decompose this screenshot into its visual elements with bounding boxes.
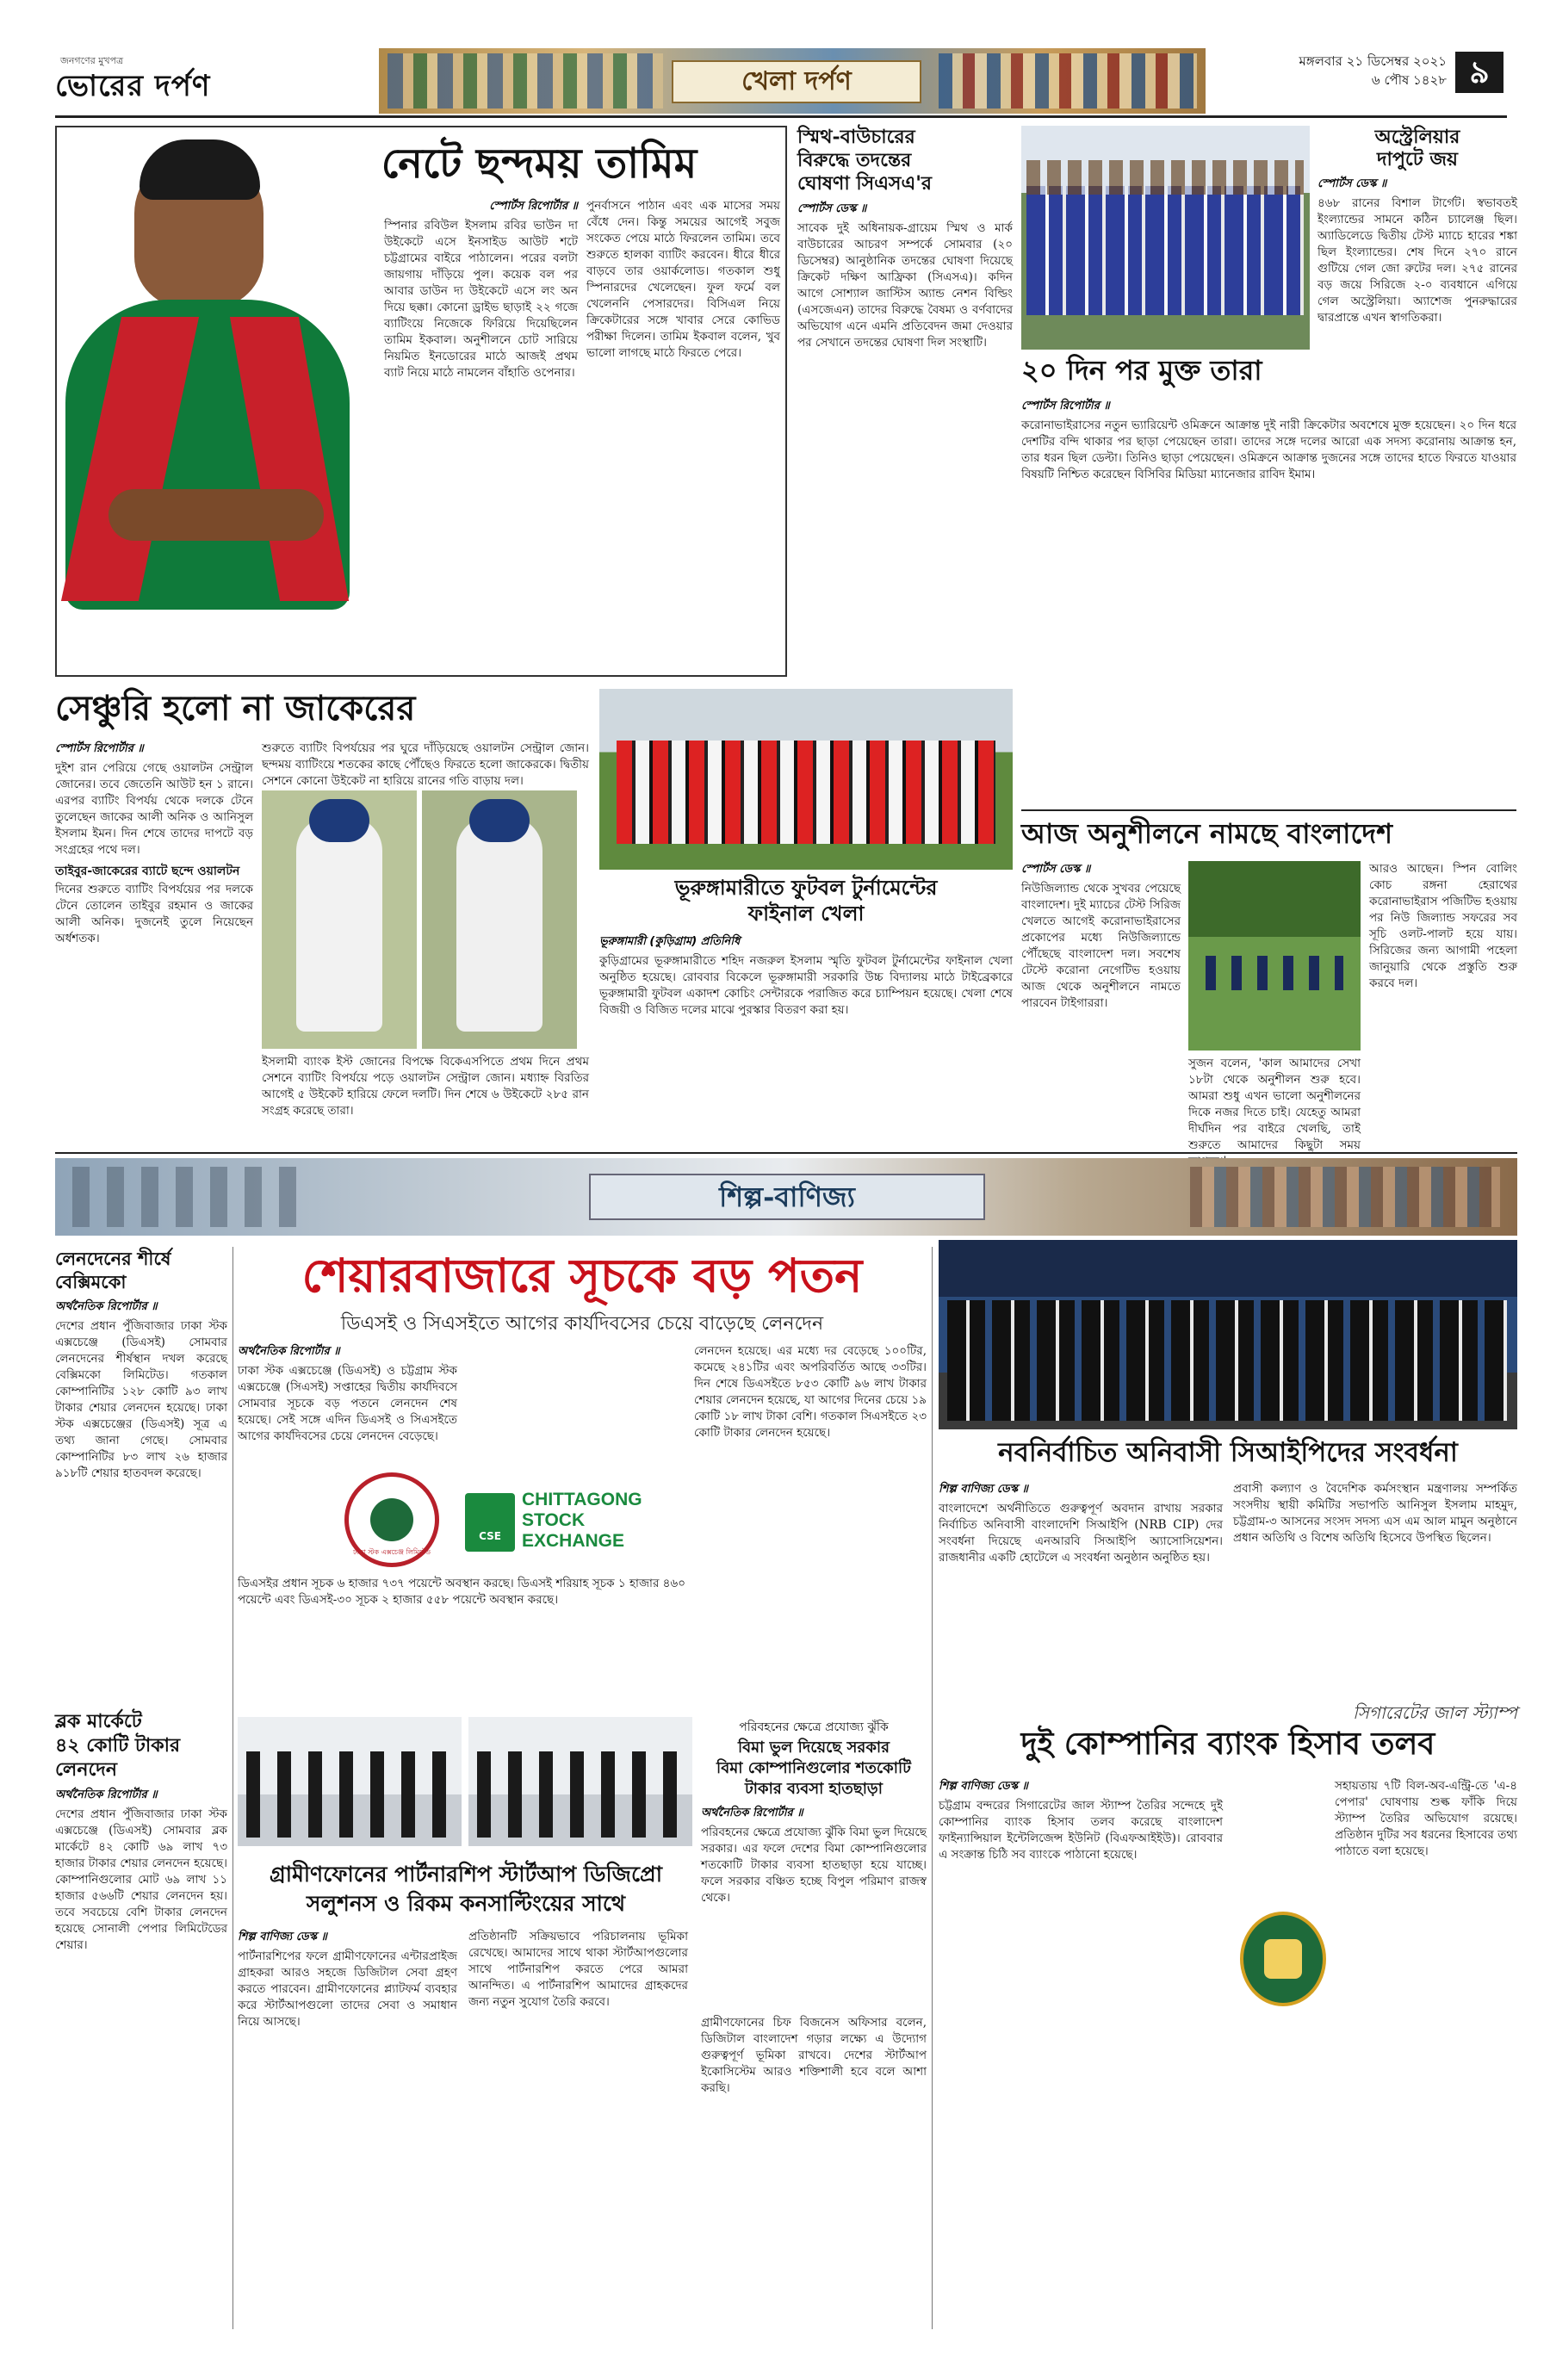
block-headline bbox=[55, 1709, 227, 1782]
zakir-col-1 bbox=[55, 741, 253, 1145]
grameen-headline-line2: সলুশনস ও রিকম কনসাল্টিংয়ের সাথে bbox=[306, 1891, 626, 1916]
share-byline: অর্থনৈতিক রিপোর্টার ॥ bbox=[238, 1345, 340, 1358]
practice-byline: স্পোর্টস ডেস্ক ॥ bbox=[1021, 863, 1091, 876]
bank-col-2 bbox=[1335, 1778, 1517, 2329]
vrule-business-right bbox=[932, 1247, 933, 2329]
tamim-col-1 bbox=[384, 198, 578, 663]
grameen-text-2: প্রতিষ্ঠানটি সক্রিয়ভাবে পরিচালনায় ভূমিকা রেখেছে। আমাদের সাথে থাকা স্টার্টআপগুলোর সাথে পার্টনারশিপ করতে পেরে আমরা আনন্দিত। এ পার্টনারশিপ আমাদের গ্রাহকদের জন্য নতুন সুযোগ তৈরি করবে। bbox=[468, 1930, 688, 2009]
bank-col-1 bbox=[939, 1778, 1223, 2329]
smith-byline: স্পোর্টস ডেস্ক ॥ bbox=[797, 202, 867, 215]
football-headline bbox=[599, 875, 1013, 927]
section-banner bbox=[379, 48, 1206, 114]
section-title-box bbox=[672, 60, 921, 103]
tamim-headline: নেটে ছন্দময় তামিম bbox=[381, 139, 698, 188]
zakir-photo-1 bbox=[262, 790, 417, 1049]
cse-abbr: CSE bbox=[479, 1530, 501, 1542]
page-number: ৯ bbox=[1469, 54, 1490, 90]
practice-text-2: সুজন বলেন, 'কাল আমাদের সেখা ১৮টা থেকে অনুশীলন শুরু হবে। আমরা শুধু এখন ভালো অনুশীলনের দিকে নজর দিতে চাই। যেহেতু আমরা দীর্ঘদিন পর বাইরে খেলছি, তাই শুরুতে আমাদের কিছুটা সময় bbox=[1188, 1057, 1361, 1152]
football-photo bbox=[599, 689, 1013, 870]
zakir-headline: সেঞ্চুরি হলো না জাকেরের bbox=[55, 688, 416, 728]
australia-byline: স্পোর্টস ডেস্ক ॥ bbox=[1318, 177, 1387, 190]
cse-name-line1: CHITTAGONG bbox=[522, 1490, 642, 1509]
customs-emblem bbox=[1240, 1912, 1326, 2006]
smith-headline bbox=[797, 126, 1013, 195]
vrule-business-left bbox=[232, 1247, 233, 2329]
share-text-2: লেনদেন হয়েছে। এর মধ্যে দর বেড়েছে ১০০টির, কমেছে ২৪১টির এবং অপরিবর্তিত আছে ৩৩টির। দিন শেষে ডিএসইতে ৮৫৩ কোটি ৯৬ লাখ টাকার শেয়ার লেনদেন হয়েছে, যা আগের দিনের চেয়ে ১৯ কোটি ১৮ লাখ টাকা বেশি। গতকাল সিএসইতে ২৩ কোটি টাকার লেনদেন হয়েছে। bbox=[694, 1344, 927, 1440]
tamim-photo bbox=[57, 127, 367, 644]
masthead-rule bbox=[55, 115, 1507, 118]
practice-col-3 bbox=[1369, 861, 1517, 1145]
date-bangla: ৬ পৌষ ১৪২৮ bbox=[1371, 72, 1447, 88]
grameen-byline: শিল্প বাণিজ্য ডেস্ক ॥ bbox=[238, 1931, 327, 1943]
australia-story bbox=[1318, 126, 1517, 393]
tamim-text-2: পুনর্বাসনে পাঠান এবং এক মাসের সময় বেঁধে দেন। কিন্তু সময়ের আগেই সবুজ সংকেত পেয়ে মাঠে ফিরলেন তামিম। তবে শুরুতে হালকা ব্যাটিং করবেন। ধীরে ধীরে বাড়বে তার ওয়ার্কলোড। গতকাল শুধু স্পিনারদের খেলেছেন। ফুল ফর্মে বল খেলেননি পেসারদের। বিসিএল নিয়ে ক্রিকেটারের সঙ্গে খাবার সেরে কোভিড পরীক্ষা দিলেন। তামিম ইকবাল বলেন, খুব ভালো লাগছে মাঠে ফিরতে পেরে। bbox=[586, 199, 780, 360]
australia-headline-line1: অস্ট্রেলিয়ার bbox=[1374, 126, 1460, 148]
banner-players-right bbox=[939, 53, 1197, 108]
nrb-col-1 bbox=[939, 1481, 1223, 1670]
insurance-story bbox=[701, 1717, 927, 2001]
cse-name-line2: STOCK bbox=[522, 1510, 586, 1530]
women-headline: ২০ দিন পর মুক্ত তারা bbox=[1021, 354, 1262, 387]
beximco-headline-line1: লেনদেনের শীর্ষে bbox=[55, 1248, 171, 1269]
bank-text-1: চট্টগ্রাম বন্দরের সিগারেটের জাল স্ট্যাম্প তৈরির সন্দেহে দুই কোম্পানির ব্যাংক হিসাব তলব করেছে বাংলাদেশ ফাইন্যান্সিয়াল ইন্টেলিজেন্স ইউনিট (বিএফআইইউ)। রোববার এ সংক্রান্ত চিঠি সব ব্যাংকে পাঠানো হয়েছে। bbox=[939, 1799, 1223, 1862]
practice-rule bbox=[1021, 809, 1516, 811]
australia-headline-line2: দাপুটে জয় bbox=[1377, 148, 1458, 170]
insurance-headline-line1: বিমা ভুল দিয়েছে সরকার bbox=[737, 1739, 890, 1757]
share-col-3 bbox=[238, 1576, 685, 1705]
football-body: কুড়িগ্রামের ভূরুঙ্গামারীতে শহিদ নজরুল ইসলাম স্মৃতি ফুটবল টুর্নামেন্টের ফাইনাল খেলা অনুষ্ঠিত হয়েছে। রোববার বিকেলে ভূরুঙ্গামারী সরকারি উচ্চ বিদ্যালয় মাঠে টাইব্রেকারে ভূরুঙ্গামারী ফুটবল একাদশ কোচিং সেন্টারকে পরাজিত করে চ্যাম্পিয়ন হয়েছে। খেলা শেষে বিজয়ী ও বিজিত দলের মাঝে পুরস্কার বিতরণ করা হয়। bbox=[599, 954, 1013, 1017]
smith-headline-line3: ঘোষণা সিএসএ'র bbox=[797, 172, 933, 195]
block-headline-line2: ৪২ কোটি টাকার bbox=[55, 1734, 181, 1757]
zakir-byline: স্পোর্টস রিপোর্টার ॥ bbox=[55, 742, 144, 755]
grameen-text-1: পার্টনারশিপের ফলে গ্রামীণফোনের এন্টারপ্রাইজ গ্রাহকরা আরও সহজে ডিজিটাল সেবা গ্রহণ করতে পারবেন। গ্রামীণফোনের প্ল্যাটফর্ম ব্যবহার করে স্টার্টআপগুলো তাদের সেবা ও সমাধান নিয়ে আসছে। bbox=[238, 1949, 457, 2029]
paper-name: ভোরের দর্পণ bbox=[55, 69, 211, 103]
nrb-text-2: প্রবাসী কল্যাণ ও বৈদেশিক কর্মসংস্থান মন্ত্রণালয় সম্পর্কিত সংসদীয় স্থায়ী কমিটির সভাপতি আনিসুল ইসলাম মাহমুদ, চট্টগ্রাম-৩ আসনের সংসদ সদস্য এস এম আল মামুন অনুষ্ঠানে প্রধান অতিথি ও বিশেষ অতিথি হিসেবে উপস্থিত ছিলেন। bbox=[1233, 1482, 1517, 1545]
zakir-subhead: তাইবুর-জাকেরের ব্যাটে ছন্দে ওয়ালটন bbox=[55, 865, 240, 878]
grameen-col-2 bbox=[468, 1929, 688, 2329]
bank-byline: শিল্প বাণিজ্য ডেস্ক ॥ bbox=[939, 1780, 1028, 1793]
grameen-text-3: গ্রামীণফোনের চিফ বিজনেস অফিসার বলেন, ডিজিটাল বাংলাদেশ গড়ার লক্ষ্যে এ উদ্যোগ গুরুত্বপূর্ণ ভূমিকা রাখবে। দেশের স্টার্টআপ ইকোসিস্টেম আরও শক্তিশালী হবে বলে আশা করছি। bbox=[701, 2016, 927, 2095]
insurance-body: পরিবহনের ক্ষেত্রে প্রযোজ্য ঝুঁকি বিমা ভুল দিয়েছে সরকার। এর ফলে দেশের বিমা কোম্পানিগুলোর শতকোটি টাকার ব্যবসা হাতছাড়া হয়ে যাচ্ছে। ফলে সরকার বঞ্চিত হচ্ছে বিপুল পরিমাণ রাজস্ব থেকে। bbox=[701, 1825, 927, 1905]
beximco-body: দেশের প্রধান পুঁজিবাজার ঢাকা স্টক এক্সচেঞ্জে (ডিএসই) সোমবার লেনদেনের শীর্ষস্থান দখল করেছে বেক্সিমকো লিমিটেড। গতকাল কোম্পানিটির ১২৮ কোটি ৯৩ লাখ টাকার শেয়ার লেনদেন হয়েছে। ঢাকা স্টক এক্সচেঞ্জের (ডিএসই) সূত্র এ তথ্য জানা গেছে। সোমবার কোম্পানিটির ৮৩ লাখ ২৬ হাজার ৯১৮টি শেয়ার হাতবদল করেছে। bbox=[55, 1319, 227, 1480]
australia-headline bbox=[1318, 126, 1517, 170]
football-headline-line1: ভূরুঙ্গামারীতে ফুটবল টুর্নামেন্টের bbox=[674, 875, 938, 900]
sports-bottom-rule bbox=[55, 1152, 1517, 1154]
grameen-photo-2 bbox=[468, 1717, 692, 1846]
share-text-1: ঢাকা স্টক এক্সচেঞ্জে (ডিএসই) ও চট্টগ্রাম স্টক এক্সচেঞ্জে (সিএসই) সপ্তাহের দ্বিতীয় কার্যদিবসে সোমবার সূচকে বড় পতনে লেনদেন শেষ হয়েছে। সেই সঙ্গে এদিন ডিএসই ও সিএসইতে আগের কার্যদিবসের চেয়ে লেনদেন বেড়েছে। bbox=[238, 1364, 457, 1443]
date-gregorian: মঙ্গলবার ২১ ডিসেম্বর ২০২১ bbox=[1299, 53, 1447, 69]
nrb-byline: শিল্প বাণিজ্য ডেস্ক ॥ bbox=[939, 1483, 1028, 1496]
block-story bbox=[55, 1709, 227, 2329]
bank-text-2: সহায়তায় ৭টি বিল-অব-এন্ট্রি-তে 'এ-৪ পেপার' ঘোষণায় শুল্ক ফাঁকি দিয়ে স্ট্যাম্প তৈরির অভিযোগ রয়েছে। প্রতিষ্ঠান দুটির সব ধরনের হিসাবের তথ্য পাঠাতে বলা হয়েছে। bbox=[1335, 1779, 1517, 1858]
share-col-2 bbox=[694, 1343, 927, 1705]
practice-photo bbox=[1188, 861, 1361, 1051]
block-headline-line1: ব্লক মার্কেটে bbox=[55, 1710, 142, 1732]
beximco-headline bbox=[55, 1247, 227, 1293]
share-subheadline: ডিএসই ও সিএসইতে আগের কার্যদিবসের চেয়ে বাড়েছে লেনদেন bbox=[340, 1313, 824, 1335]
smith-headline-line1: স্মিথ-বাউচারের bbox=[797, 126, 915, 148]
dse-logo bbox=[344, 1472, 439, 1567]
grameen-col-1 bbox=[238, 1929, 457, 2329]
football-headline-line2: ফাইনাল খেলা bbox=[747, 901, 865, 926]
cse-logo bbox=[465, 1490, 672, 1559]
smith-body: সাবেক দুই অধিনায়ক-গ্রায়েম স্মিথ ও মার্ক বাউচারের আচরণ সম্পর্কে সোমবার (২০ ডিসেম্বর) আনুষ্ঠানিক তদন্তের ঘোষণা দিয়েছে ক্রিকেট দক্ষিণ আফ্রিকা (সিএসএ)। কদিন আগে সোশ্যাল জাস্টিস অ্যান্ড নেশন বিল্ডিং (এসজেএন) তাদের বিরুদ্ধে বৈষম্য ও বর্ণবাদের অভিযোগ এনে এমনি প্রতিবেদন জমা দেওয়ার পর সেখানে তদন্তের ঘোষণা দিল সংস্থাটি। bbox=[797, 221, 1013, 350]
block-body: দেশের প্রধান পুঁজিবাজার ঢাকা স্টক এক্সচেঞ্জে (ডিএসই) সোমবার ব্লক মার্কেটে ৪২ কোটি ৬৯ লাখ ৭৩ হাজার টাকার শেয়ার লেনদেন হয়েছে। কোম্পানিগুলোর মোট ৬৯ লাখ ১১ হাজার ৫৬৬টি শেয়ার লেনদেন হয়। তবে সবচেয়ে বেশি টাকার লেনদেন হয়েছে সোনালী পেপার লিমিটেডের শেয়ার। bbox=[55, 1807, 227, 1952]
grameen-headline bbox=[238, 1860, 694, 1918]
section-title: খেলা দর্পণ bbox=[741, 66, 852, 96]
tamim-text-1: স্পিনার রবিউল ইসলাম রবির ভাউন দা উইকেটে এসে ইনসাইড আউট শটে চট্টগ্রামের বাইরে পাঠালেন। পরের বলটা জায়গায় দাঁড়িয়ে পুল। কয়েক বল পর আবার ডাউন দ্য উইকেটে এসে লং অন দিয়ে ছক্কা। কোনো ড্রাইভ ছাড়াই ২২ গজে ব্যাটিংয়ে নিজেকে ফিরিয়ে দিয়েছিলেন তামিম ইকবাল। অনুশীলনে চোট সারিয়ে নিয়মিত ইনডোরের মাঠে আজই প্রথম ব্যাট নিয়ে মাঠে নামলেন বাঁহাতি ওপেনার। bbox=[384, 219, 578, 380]
women-story bbox=[1021, 398, 1516, 803]
practice-text-3: আরও আছেন। স্পিন বোলিং কোচ রঙ্গনা হেরাথের করোনাভাইরাস পজিটিভ হওয়ায় পর নিউ জিল্যান্ড সফরের সব সূচি ওলট-পালট হয়ে যায়। সিরিজের জন্য আগামী পহেলা জানুয়ারি থেকে প্রস্তুতি শুরু করবে দল। bbox=[1369, 862, 1517, 990]
page-number-box bbox=[1455, 52, 1504, 93]
women-team-photo bbox=[1021, 126, 1310, 350]
date-block bbox=[1231, 52, 1447, 90]
women-byline: স্পোর্টস রিপোর্টার ॥ bbox=[1021, 400, 1110, 412]
football-story bbox=[599, 933, 1013, 1145]
nrb-text-1: বাংলাদেশে অর্থনীতিতে গুরুত্বপূর্ণ অবদান রাখায় সরকার নির্বাচিত অনিবাসী বাংলাদেশি সিআইপি (NRB CIP) দের সংবর্ধনা দিয়েছে এনআরবি সিআইপি অ্যাসোসিয়েশন। রাজধানীর একটি হোটেলে এ সংবর্ধনা অনুষ্ঠান অনুষ্ঠিত হয়। bbox=[939, 1502, 1223, 1565]
paper-logo bbox=[55, 55, 270, 103]
business-title: শিল্প-বাণিজ্য bbox=[719, 1181, 855, 1213]
paper-tagline: জনগণের মুখপত্র bbox=[60, 55, 124, 66]
australia-body: ৪৬৮ রানের বিশাল টার্গেট। স্বভাবতই ইংল্যান্ডের সামনে কঠিন চ্যালেঞ্জ ছিল। অ্যাডিলেডে দ্বিতীয় টেস্ট ম্যাচে হারের শঙ্কা ছিল ইংল্যান্ডের। শেষ দিনে ২৭০ রানে গুটিয়ে গেল জো রুটের দল। ২৭৫ রানের বড় জয়ে সিরিজে ২-০ ব্যবধানে এগিয়ে গেল অস্ট্রেলিয়া। অ্যাশেজ পুনরুদ্ধারের দ্বারপ্রান্তে এখন স্বাগতিকরা। bbox=[1318, 196, 1517, 325]
share-col-1 bbox=[238, 1343, 457, 1472]
practice-col-2 bbox=[1188, 1056, 1361, 1152]
tamim-col-2 bbox=[586, 198, 780, 663]
bank-kicker: সিগারেটের জাল স্ট্যাম্প bbox=[1352, 1702, 1517, 1723]
tamim-byline: স্পোর্টস রিপোর্টার ॥ bbox=[489, 200, 578, 213]
grameen-photo-1 bbox=[238, 1717, 462, 1846]
zakir-text-1b: দিনের শুরুতে ব্যাটিং বিপর্যয়ের পর দলকে টেনে তোলেন তাইবুর রহমান ও জাকের আলী অনিক। দুজনেই তুলে নিয়েছেন অর্ধশতক। bbox=[55, 883, 253, 945]
smith-headline-line2: বিরুদ্ধে তদন্তের bbox=[797, 149, 912, 171]
zakir-photo-2 bbox=[422, 790, 577, 1049]
practice-headline: আজ অনুশীলনে নামছে বাংলাদেশ bbox=[1021, 817, 1393, 850]
beximco-headline-line2: বেক্সিমকো bbox=[55, 1271, 127, 1292]
insurance-byline: অর্থনৈতিক রিপোর্টার ॥ bbox=[701, 1807, 803, 1819]
grameen-col-3 bbox=[701, 2015, 927, 2329]
zakir-col-2 bbox=[262, 741, 589, 789]
practice-col-1 bbox=[1021, 861, 1181, 1145]
block-byline: অর্থনৈতিক রিপোর্টার ॥ bbox=[55, 1788, 158, 1801]
share-headline: শেয়ারবাজারে সূচকে বড় পতন bbox=[301, 1248, 863, 1303]
nrb-headline: নবনির্বাচিত অনিবাসী সিআইপিদের সংবর্ধনা bbox=[998, 1437, 1458, 1468]
masthead bbox=[0, 0, 1550, 114]
cse-badge bbox=[465, 1493, 515, 1552]
insurance-headline-line3: টাকার ব্যবসা হাতছাড়া bbox=[744, 1780, 884, 1798]
zakir-col-3 bbox=[262, 1054, 589, 1145]
insurance-kicker: পরিবহনের ক্ষেত্রে প্রযোজ্য ঝুঁকি bbox=[739, 1720, 889, 1734]
nrb-photo bbox=[939, 1240, 1517, 1429]
grameen-headline-line1: গ্রামীণফোনের পার্টনারশিপ স্টার্টআপ ডিজিপ্রো bbox=[270, 1862, 662, 1887]
zakir-text-2: শুরুতে ব্যাটিং বিপর্যয়ের পর ঘুরে দাঁড়িয়েছে ওয়ালটন সেন্ট্রাল জোন। ছন্দময় ব্যাটিংয়ে শতকের কাছে পৌঁছেও ফিরতে হলো জাকেরকে। দ্বিতীয় সেশনে কোনো উইকেট না হারিয়ে রানের গতি বাড়ায় দল। bbox=[262, 741, 589, 788]
smith-story bbox=[797, 126, 1013, 677]
share-text-3: ডিএসইর প্রধান সূচক ৬ হাজার ৭৩৭ পয়েন্টে অবস্থান করছে। ডিএসই শরিয়াহ সূচক ১ হাজার ৪৬০ পয়েন্টে এবং ডিএসই-৩০ সূচক ২ হাজার ৫৫৮ পয়েন্টে অবস্থান করছে। bbox=[238, 1577, 685, 1607]
cse-name-line3: EXCHANGE bbox=[522, 1531, 625, 1551]
block-headline-line3: লেনদেন bbox=[55, 1758, 117, 1781]
dse-label: ঢাকা স্টক এক্সচেঞ্জ লিমিটেড bbox=[352, 1548, 431, 1556]
beximco-byline: অর্থনৈতিক রিপোর্টার ॥ bbox=[55, 1300, 158, 1313]
women-body: করোনাভাইরাসের নতুন ভ্যারিয়েন্ট ওমিক্রনে আক্রান্ত দুই নারী ক্রিকেটার অবশেষে মুক্ত হয়েছেন। ২০ দিন ধরে দেশটির বন্দি থাকার পর ছাড়া পেয়েছেন তারা। তাদের সঙ্গে দলের আরো এক সদস্য করোনায় আক্রান্ত হন, তার ধরন ছিল ডেল্টা। তিনিও ছাড়া পেয়েছেন। ওমিক্রনে আক্রান্ত দুজনের সঙ্গে তাদের হাতে ফিরতে যাওয়ার বিষয়টি নিশ্চিত করেছেন বিসিবির মিডিয়া ম্যানেজার রাবিদ ইমাম। bbox=[1021, 418, 1516, 481]
football-byline: ভূরুঙ্গামারী (কুড়িগ্রাম) প্রতিনিধি bbox=[599, 935, 741, 948]
practice-text-1: নিউজিল্যান্ড থেকে সুখবর পেয়েছে বাংলাদেশ। দুই ম্যাচের টেস্ট সিরিজ খেলতে আগেই করোনাভাইরাসের প্রকোপের মধ্যে নিউজিল্যান্ডে পৌঁছেছে বাংলাদেশ দল। সবশেষ টেস্টে করোনা নেগেটিভ হওয়ায় আজ থেকে অনুশীলনে নামতে পারবেন টাইগাররা। bbox=[1021, 882, 1181, 1010]
zakir-text-1: দুইশ রান পেরিয়ে গেছে ওয়ালটন সেন্ট্রাল জোনের। তবে জেতেনি আউট হন ১ রানে। এরপর ব্যাটিং বিপর্যয় থেকে দলকে টেনে তুলেছেন জাকের আলী অনিক ও আনিসুল ইসলাম ইমন। দিন শেষে তাদের দাপটে বড় সংগ্রহের পথে দল। bbox=[55, 761, 253, 857]
insurance-headline bbox=[701, 1738, 927, 1800]
nrb-col-2 bbox=[1233, 1481, 1517, 1670]
zakir-text-3: ইসলামী ব্যাংক ইস্ট জোনের বিপক্ষে বিকেএসপিতে প্রথম দিনে প্রথম সেশনে ব্যাটিং বিপর্যয়ে পড়ে ওয়ালটন সেন্ট্রাল জোন। মধ্যাহ্ন বিরতির আগেই ৫ উইকেট হারিয়ে ফেলে দলটি। দিন শেষে ৬ উইকেটে ২৮৫ রান সংগ্রহ করেছে তারা। bbox=[262, 1055, 589, 1118]
beximco-story bbox=[55, 1247, 227, 1695]
business-banner bbox=[55, 1158, 1517, 1236]
bank-headline: দুই কোম্পানির ব্যাংক হিসাব তলব bbox=[1020, 1726, 1435, 1762]
insurance-headline-line2: বিমা কোম্পানিগুলোর শতকোটি bbox=[716, 1759, 911, 1777]
business-title-box bbox=[589, 1174, 985, 1220]
tamim-story-box bbox=[55, 126, 787, 677]
banner-players-left bbox=[388, 53, 663, 108]
